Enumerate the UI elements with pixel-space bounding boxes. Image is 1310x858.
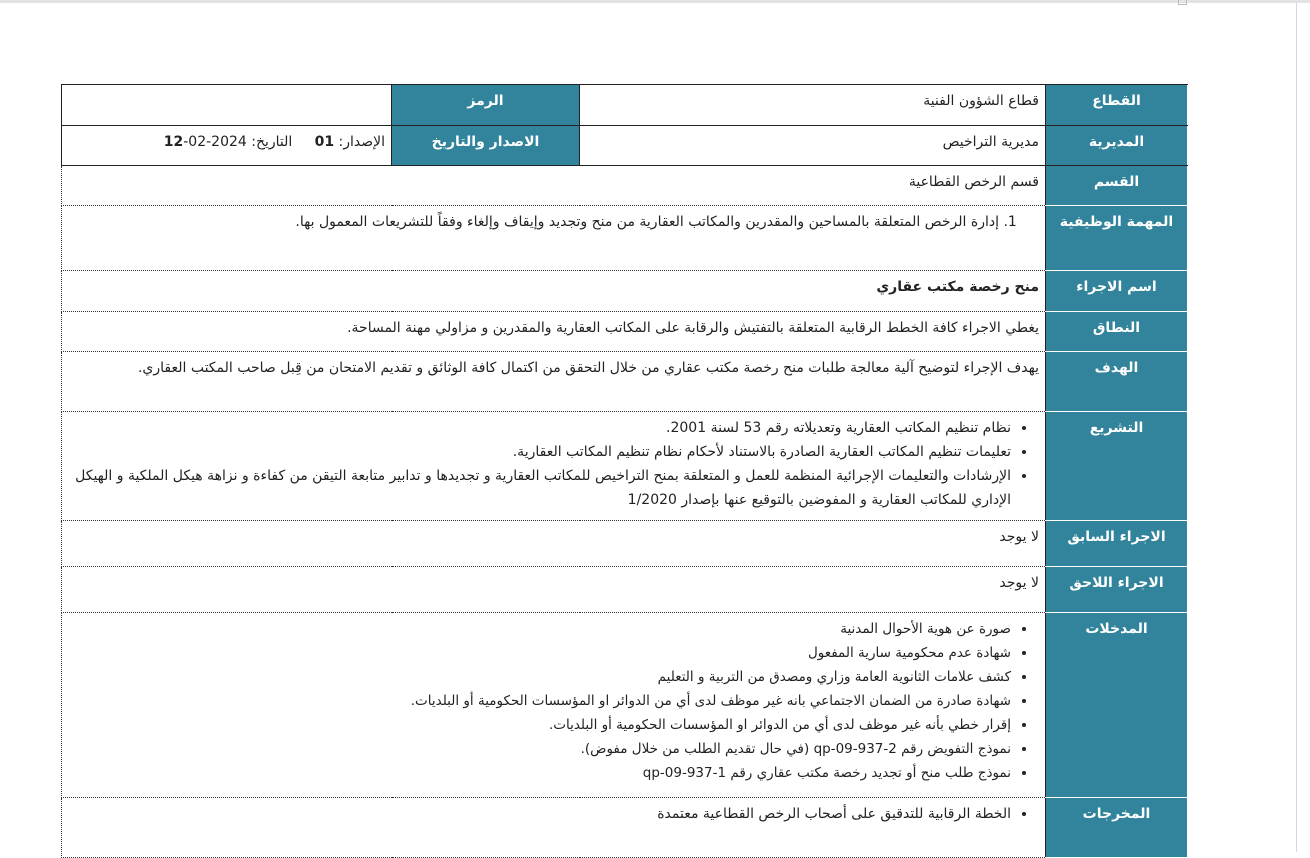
section-row xyxy=(62,166,1188,206)
issue-date-label: الاصدار والتاريخ xyxy=(392,126,580,166)
outputs-row xyxy=(62,798,1188,858)
legislation-item: • نظام تنظيم المكاتب العقارية وتعديلاته رقم 53 لسنة 2001. xyxy=(68,416,1011,440)
input-item: • كشف علامات الثانوية العامة وزاري ومصدق من التربية و التعليم xyxy=(68,665,1011,689)
next-value[interactable]: لا يوجد xyxy=(62,567,1046,613)
code-value[interactable] xyxy=(62,85,392,126)
scope-value[interactable]: يغطي الاجراء كافة الخطط الرقابية المتعلقة بالتفتيش والرقابة على المكاتب العقارية والمقدرين و مزاولي مهنة المساحة. xyxy=(62,312,1046,352)
procedure-table xyxy=(61,84,1188,858)
goal-value[interactable]: يهدف الإجراء لتوضيح آلية معالجة طلبات منح رخصة مكتب عقاري من خلال التحقق من اكتمال كافة الوثائق و تقديم الامتحان من قِبل صاحب المكتب العقاري. xyxy=(62,352,1046,412)
outputs-cell[interactable] xyxy=(62,798,1046,858)
function-row xyxy=(62,206,1188,271)
previous-label: الاجراء السابق xyxy=(1046,521,1188,567)
date-rest: -02-2024 xyxy=(183,134,247,150)
sector-row xyxy=(62,85,1188,126)
top-bar xyxy=(0,0,1310,3)
input-item: • صورة عن هوية الأحوال المدنية xyxy=(68,617,1011,641)
procedure-row xyxy=(62,271,1188,312)
legislation-item: • الإرشادات والتعليمات الإجرائية المنظمة للعمل و المتعلقة بمنح التراخيص للمكاتب العقارية و تجديدها و تدابير متابعة التيقن من كفاءة و نزاهة هيكل الملكية و الهيكل الإداري للمكاتب العقارية و المفوضين بالتوقيع عنها بإصدار 1/2020 xyxy=(68,464,1011,512)
next-row xyxy=(62,567,1188,613)
page-edge xyxy=(1296,3,1297,852)
input-item: • نموذج التفويض رقم qp-09-937-2 (في حال تقديم الطلب من خلال مفوض). xyxy=(68,737,1011,761)
legislation-cell[interactable] xyxy=(62,412,1046,521)
section-value[interactable]: قسم الرخص القطاعية xyxy=(62,166,1046,206)
function-item: 1. إدارة الرخص المتعلقة بالمساحين والمقدرين والمكاتب العقارية من منح وتجديد وإيقاف وإلغاء وفقاً للتشريعات المعمول بها. xyxy=(68,210,999,234)
page-corner-marker xyxy=(1178,0,1187,5)
input-item: • شهادة عدم محكومية سارية المفعول xyxy=(68,641,1011,665)
previous-value[interactable]: لا يوجد xyxy=(62,521,1046,567)
code-label: الرمز xyxy=(392,85,580,126)
function-label: المهمة الوظيفية xyxy=(1046,206,1188,271)
input-item: • شهادة صادرة من الضمان الاجتماعي بانه غير موظف لدى أي من الدوائر او المؤسسات الحكومية أو البلديات. xyxy=(68,689,1011,713)
issue-prefix: الإصدار: xyxy=(338,134,385,150)
sector-value[interactable]: قطاع الشؤون الفنية xyxy=(580,85,1046,126)
input-item: • إقرار خطي بأنه غير موظف لدى أي من الدوائر او المؤسسات الحكومية أو البلديات. xyxy=(68,713,1011,737)
directorate-value[interactable]: مديرية التراخيص xyxy=(580,126,1046,166)
issue-date-value[interactable] xyxy=(62,126,392,166)
directorate-label: المديرية xyxy=(1046,126,1188,166)
output-item: • الخطة الرقابية للتدقيق على أصحاب الرخص القطاعية معتمدة xyxy=(68,802,1011,826)
date-prefix: التاريخ: xyxy=(251,134,293,150)
scope-label: النطاق xyxy=(1046,312,1188,352)
outputs-label: المخرجات xyxy=(1046,798,1188,858)
section-label: القسم xyxy=(1046,166,1188,206)
inputs-row xyxy=(62,613,1188,798)
legislation-row xyxy=(62,412,1188,521)
issue-number: 01 xyxy=(314,134,335,150)
date-day: 12 xyxy=(163,134,184,150)
inputs-label: المدخلات xyxy=(1046,613,1188,798)
legislation-label: التشريع xyxy=(1046,412,1188,521)
directorate-row xyxy=(62,126,1188,166)
goal-label: الهدف xyxy=(1046,352,1188,412)
sector-label: القطاع xyxy=(1046,85,1188,126)
goal-row xyxy=(62,352,1188,412)
scope-row xyxy=(62,312,1188,352)
previous-row xyxy=(62,521,1188,567)
procedure-value[interactable]: منح رخصة مكتب عقاري xyxy=(62,271,1046,312)
procedure-label: اسم الاجراء xyxy=(1046,271,1188,312)
input-item: • نموذج طلب منح أو تجديد رخصة مكتب عقاري رقم qp-09-937-1 xyxy=(68,761,1011,785)
next-label: الاجراء اللاحق xyxy=(1046,567,1188,613)
function-cell[interactable] xyxy=(62,206,1046,271)
inputs-cell[interactable] xyxy=(62,613,1046,798)
legislation-item: • تعليمات تنظيم المكاتب العقارية الصادرة بالاستناد لأحكام نظام تنظيم المكاتب العقارية. xyxy=(68,440,1011,464)
